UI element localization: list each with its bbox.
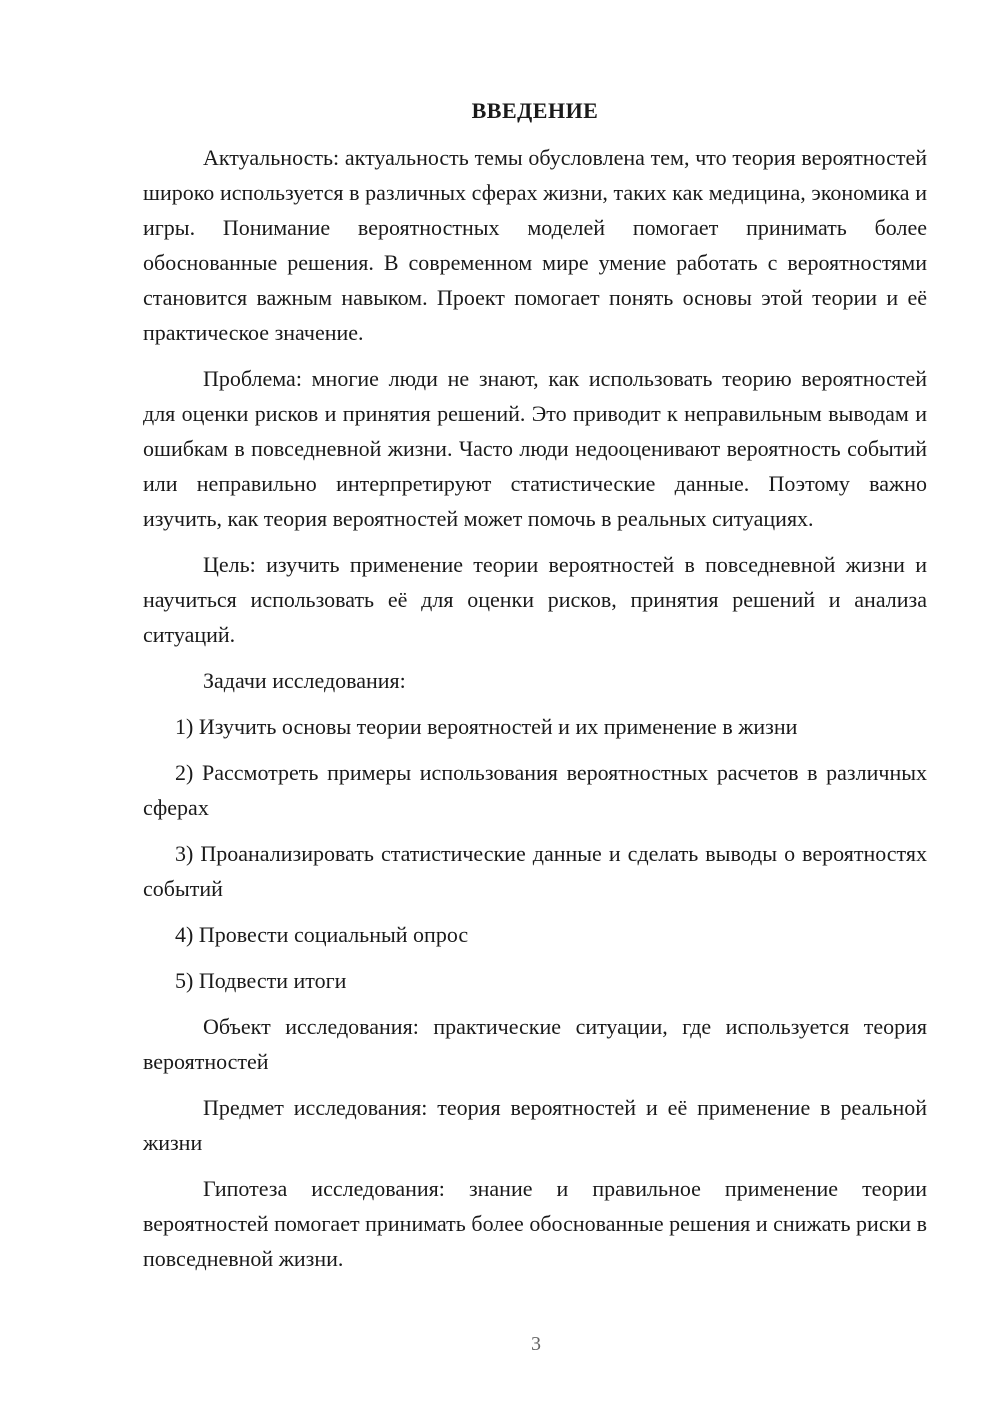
tasks-title: Задачи исследования: [203,668,406,693]
task-item: 3) Проанализировать статистические данные и сделать выводы о вероятностях событий [143,841,927,901]
task-item: 5) Подвести итоги [175,968,347,993]
hypothesis-paragraph: Гипотеза исследования: знание и правильное применение теории вероятностей помогает принимать более обоснованные решения и снижать риски в повседневной жизни. [143,1176,927,1271]
relevance-paragraph: Актуальность: актуальность темы обусловлена тем, что теория вероятностей широко используется в различных сферах жизни, таких как медицина, экономика и игры. Понимание вероятностных моделей помогает принимать более обоснованные решения. В современном мире умение работать с вероятностями становится важным навыком. Проект помогает понять основы этой теории и её практическое значение. [143,145,927,345]
problem-paragraph: Проблема: многие люди не знают, как использовать теорию вероятностей для оценки рисков и принятия решений. Это приводит к неправильным выводам и ошибкам в повседневной жизни. Часто люди недооценивают вероятность событий или неправильно интерпретируют статистические данные. Поэтому важно изучить, как теория вероятностей может помочь в реальных ситуациях. [143,366,927,531]
task-item: 4) Провести социальный опрос [175,922,469,947]
task-item: 1) Изучить основы теории вероятностей и их применение в жизни [175,714,798,739]
object-paragraph: Объект исследования: практические ситуации, где используется теория вероятностей [143,1014,927,1074]
page-number: 3 [531,1333,541,1355]
subject-paragraph: Предмет исследования: теория вероятностей и её применение в реальной жизни [143,1095,927,1155]
task-item: 2) Рассмотреть примеры использования вероятностных расчетов в различных сферах [143,760,927,820]
page-content [143,95,927,1287]
section-heading: ВВЕДЕНИЕ [471,98,599,123]
goal-paragraph: Цель: изучить применение теории вероятностей в повседневной жизни и научиться использовать её для оценки рисков, принятия решений и анализа ситуаций. [143,552,927,647]
